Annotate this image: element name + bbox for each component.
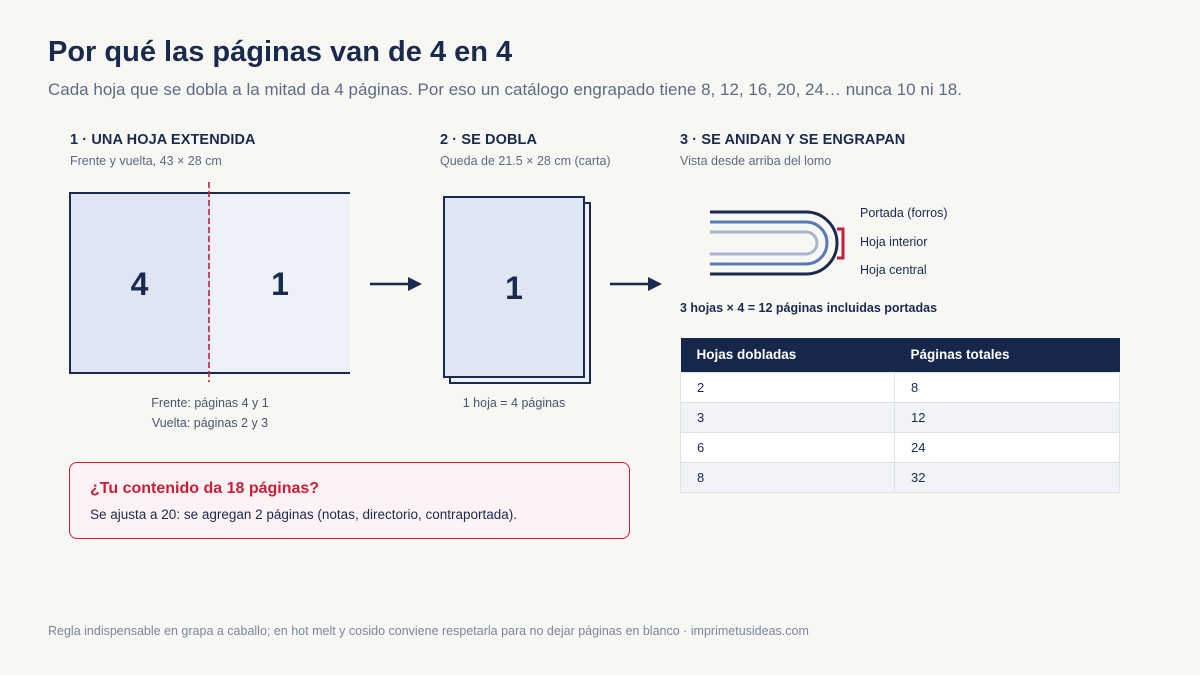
step2-subtitle: Queda de 21.5 × 28 cm (carta) xyxy=(440,154,611,168)
nested-sheets-diagram xyxy=(700,202,860,282)
note-text: Se ajusta a 20: se agregan 2 páginas (notas, directorio, contraportada). xyxy=(90,507,518,522)
pages-result: 3 hojas × 4 = 12 páginas incluidas portadas xyxy=(680,301,938,315)
footer-note: Regla indispensable en grapa a caballo; en hot melt y cosido conviene respetarla para no dejar páginas en blanco · imprimetusideas.com xyxy=(48,624,809,638)
cell-sheets: 6 xyxy=(681,432,895,462)
cell-sheets: 8 xyxy=(681,462,895,492)
step2-caption: 1 hoja = 4 páginas xyxy=(462,396,566,410)
step1-title: 1 · UNA HOJA EXTENDIDA xyxy=(70,132,256,148)
table-row xyxy=(681,432,1120,462)
cell-pages: 8 xyxy=(895,372,1120,402)
step1-subtitle: Frente y vuelta, 43 × 28 cm xyxy=(70,154,222,168)
adjustment-note xyxy=(69,462,630,539)
pages-table xyxy=(680,338,1120,493)
page-subtitle: Cada hoja que se dobla a la mitad da 4 páginas. Por eso un catálogo engrapado tiene 8, 12, 16, 20, 24… nunca 10 ni 18. xyxy=(48,80,962,99)
cell-pages: 12 xyxy=(895,402,1120,432)
open-sheet-left-page-number: 4 xyxy=(130,266,149,302)
table-header-row xyxy=(681,338,1120,372)
folded-sheet-page-number: 1 xyxy=(505,270,523,306)
cell-pages: 32 xyxy=(895,462,1120,492)
fold-line xyxy=(206,182,212,382)
note-title: ¿Tu contenido da 18 páginas? xyxy=(90,480,320,497)
step2-title: 2 · SE DOBLA xyxy=(440,132,538,148)
step3-subtitle: Vista desde arriba del lomo xyxy=(680,154,832,168)
header-sheets: Hojas dobladas xyxy=(681,338,895,372)
label-interior: Hoja interior xyxy=(860,235,928,249)
interior-sheet xyxy=(710,222,827,264)
cell-sheets: 2 xyxy=(681,372,895,402)
arrow-right-icon xyxy=(368,274,428,294)
open-sheet-right-page-number: 1 xyxy=(271,266,289,302)
step1-caption xyxy=(110,393,310,433)
central-sheet xyxy=(710,232,817,254)
cell-pages: 24 xyxy=(895,432,1120,462)
label-central: Hoja central xyxy=(860,263,927,277)
page-title: Por qué las páginas van de 4 en 4 xyxy=(48,36,513,68)
table-row xyxy=(681,402,1120,432)
cell-sheets: 3 xyxy=(681,402,895,432)
table-row xyxy=(681,462,1120,492)
step1-caption-back: Vuelta: páginas 2 y 3 xyxy=(151,416,269,430)
label-cover: Portada (forros) xyxy=(860,206,948,220)
table-row xyxy=(681,372,1120,402)
arrow-right-icon xyxy=(608,274,668,294)
step1-caption-front: Frente: páginas 4 y 1 xyxy=(151,396,269,410)
step3-title: 3 · SE ANIDAN Y SE ENGRAPAN xyxy=(680,132,906,148)
header-pages: Páginas totales xyxy=(895,338,1120,372)
